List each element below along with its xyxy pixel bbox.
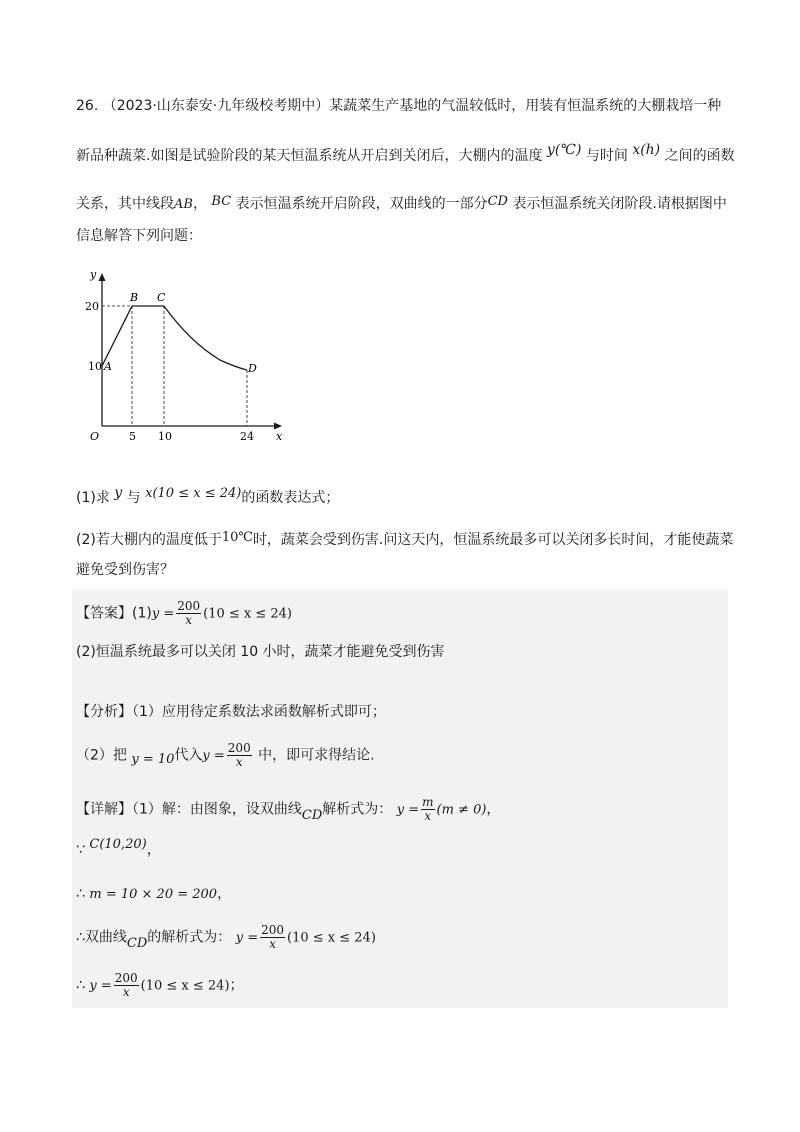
part-1-y: y [114,485,123,501]
y-tick-10: 10 [88,360,102,373]
separator: ， [192,196,207,212]
detail-fraction-3 [114,972,139,999]
detail-denominator-x: x [424,809,432,823]
variable-x-hours: x(h) [632,142,661,158]
therefore-symbol-1: ∴ [76,886,85,902]
answer-fraction [176,600,201,627]
detail-fraction-2 [260,924,285,951]
detail-y-eq-2: y = [235,930,259,946]
detail-y-eq: y = [396,802,420,818]
part-2-line-1 [76,530,733,551]
point-c-coords: C(10,20) [89,837,147,852]
part-1-suffix: 的函数表达式； [241,490,340,506]
answer-numerator: 200 [177,599,201,613]
detail-numerator-2: 200 [261,923,285,937]
detail-comma: ， [486,801,501,818]
detail-line-3 [76,884,231,905]
question-text-2a: 新品种蔬菜.如图是试验阶段的某天恒温系统从开启到关闭后，大棚内的温度 [76,148,543,164]
detail-comma-3: ， [217,886,232,902]
answer-line-2: (2)恒温系统最多可以关闭 10 小时，蔬菜才能避免受到伤害 [76,644,445,660]
analysis-text-2b: 代入 [174,747,203,764]
analysis-line-2 [76,742,375,769]
segment-ab-line [102,306,132,366]
detail-range-2: (10 ≤ x ≤ 24) [287,930,376,946]
detail-denominator-3: x [122,985,130,999]
analysis-denominator: x [235,755,243,769]
point-c-label: C [157,291,166,304]
curve-cd-line [164,306,247,370]
detail-line-5 [76,972,244,999]
analysis-label: 【分析】 [76,704,132,720]
detail-text-1b: 解析式为： [322,801,393,818]
detail-fraction-m [421,796,434,823]
detail-denominator-2: x [269,937,276,951]
segment-ab: AB [174,197,193,212]
x-tick-24: 24 [240,430,254,443]
detail-semicolon: ； [229,977,244,994]
part-2-line-2: 避免受到伤害？ [76,562,174,578]
question-number: 26. [76,98,99,114]
analysis-line-1 [76,702,386,722]
answer-label: 【答案】(1) [76,605,152,622]
analysis-text-1: （1）应用待定系数法求函数解析式即可； [132,704,386,720]
detail-line-2 [76,837,161,861]
function-graph [80,264,290,450]
detail-line-4 [76,924,376,951]
part-1 [76,485,340,509]
detail-y-eq-3: y = [89,978,112,994]
part-2-temp: 10℃ [221,530,253,545]
part-1-x-range: x(10 ≤ x ≤ 24) [145,486,242,501]
question-text-2b: 与时间 [585,148,628,164]
question-line-2 [76,142,735,166]
origin-label: O [90,430,100,443]
question-text-2c: 之间的函数 [664,148,735,164]
part-1-prefix: (1)求 [76,490,110,506]
x-tick-10: 10 [158,430,172,443]
point-a-label: A [104,360,112,373]
detail-text-4a: 双曲线 [84,929,127,946]
detail-numerator-3: 200 [114,971,138,985]
detail-comma-2: ， [146,842,161,858]
question-text-3b: 表示恒温系统开启阶段，双曲线的一部分 [235,196,488,212]
detail-text-1a: （1）解：由图象，设双曲线 [132,801,302,818]
analysis-text-2c: 中，即可求得结论. [258,747,375,764]
curve-cd: CD [487,194,508,209]
analysis-y-eq-10: y = 10 [131,751,175,767]
x-axis-label: x [276,430,283,443]
point-b-label: B [130,291,139,304]
part-2-prefix: (2)若大棚内的温度低于 [76,532,222,548]
analysis-y-eq: y = [202,748,225,764]
detail-numerator-m: m [422,795,434,809]
y-axis-label: y [90,268,97,281]
detail-range-3: (10 ≤ x ≤ 24) [140,978,230,994]
analysis-text-2a: （2）把 [76,747,127,764]
point-d-label: D [248,362,257,375]
therefore-symbol-2: ∴ [76,929,85,946]
question-line-3 [76,194,727,215]
question-text-3c: 表示恒温系统关闭阶段.请根据图中 [512,196,727,212]
detail-label: 【详解】 [76,801,132,818]
detail-cd: CD [301,807,323,823]
m-equation: m = 10 × 20 = 200 [89,887,218,902]
detail-text-4b: 的解析式为： [147,929,232,946]
question-text-3a: 关系，其中线段 [76,196,174,212]
variable-y-celsius: y(℃) [546,142,582,158]
answer-y-eq: y = [151,606,175,622]
because-symbol: ∵ [76,842,85,858]
part-2-suffix: 时，蔬菜会受到伤害.问这天内，恒温系统最多可以关闭多长时间，才能使蔬菜 [252,532,734,548]
answer-denominator: x [185,613,193,627]
question-line-1 [76,96,721,116]
analysis-fraction [227,742,252,769]
question-source: （2023·山东泰安·九年级校考期中） [102,98,330,114]
question-line-4: 信息解答下列问题： [76,228,202,244]
detail-condition: (m ≠ 0) [436,802,487,818]
y-tick-20: 20 [85,300,99,313]
question-text-1: 某蔬菜生产基地的气温较低时，用装有恒温系统的大棚栽培一种 [329,98,722,114]
detail-cd-2: CD [126,935,148,951]
detail-line-1 [76,796,500,823]
therefore-symbol-3: ∴ [76,977,85,994]
answer-range: (10 ≤ x ≤ 24) [203,606,292,622]
segment-bc: BC [211,194,232,209]
y-axis-arrow-icon [99,273,106,281]
x-tick-5: 5 [129,430,136,443]
part-1-with: 与 [126,490,141,506]
x-axis-arrow-icon [274,423,282,430]
analysis-numerator: 200 [227,741,251,755]
answer-line-1 [76,600,292,627]
